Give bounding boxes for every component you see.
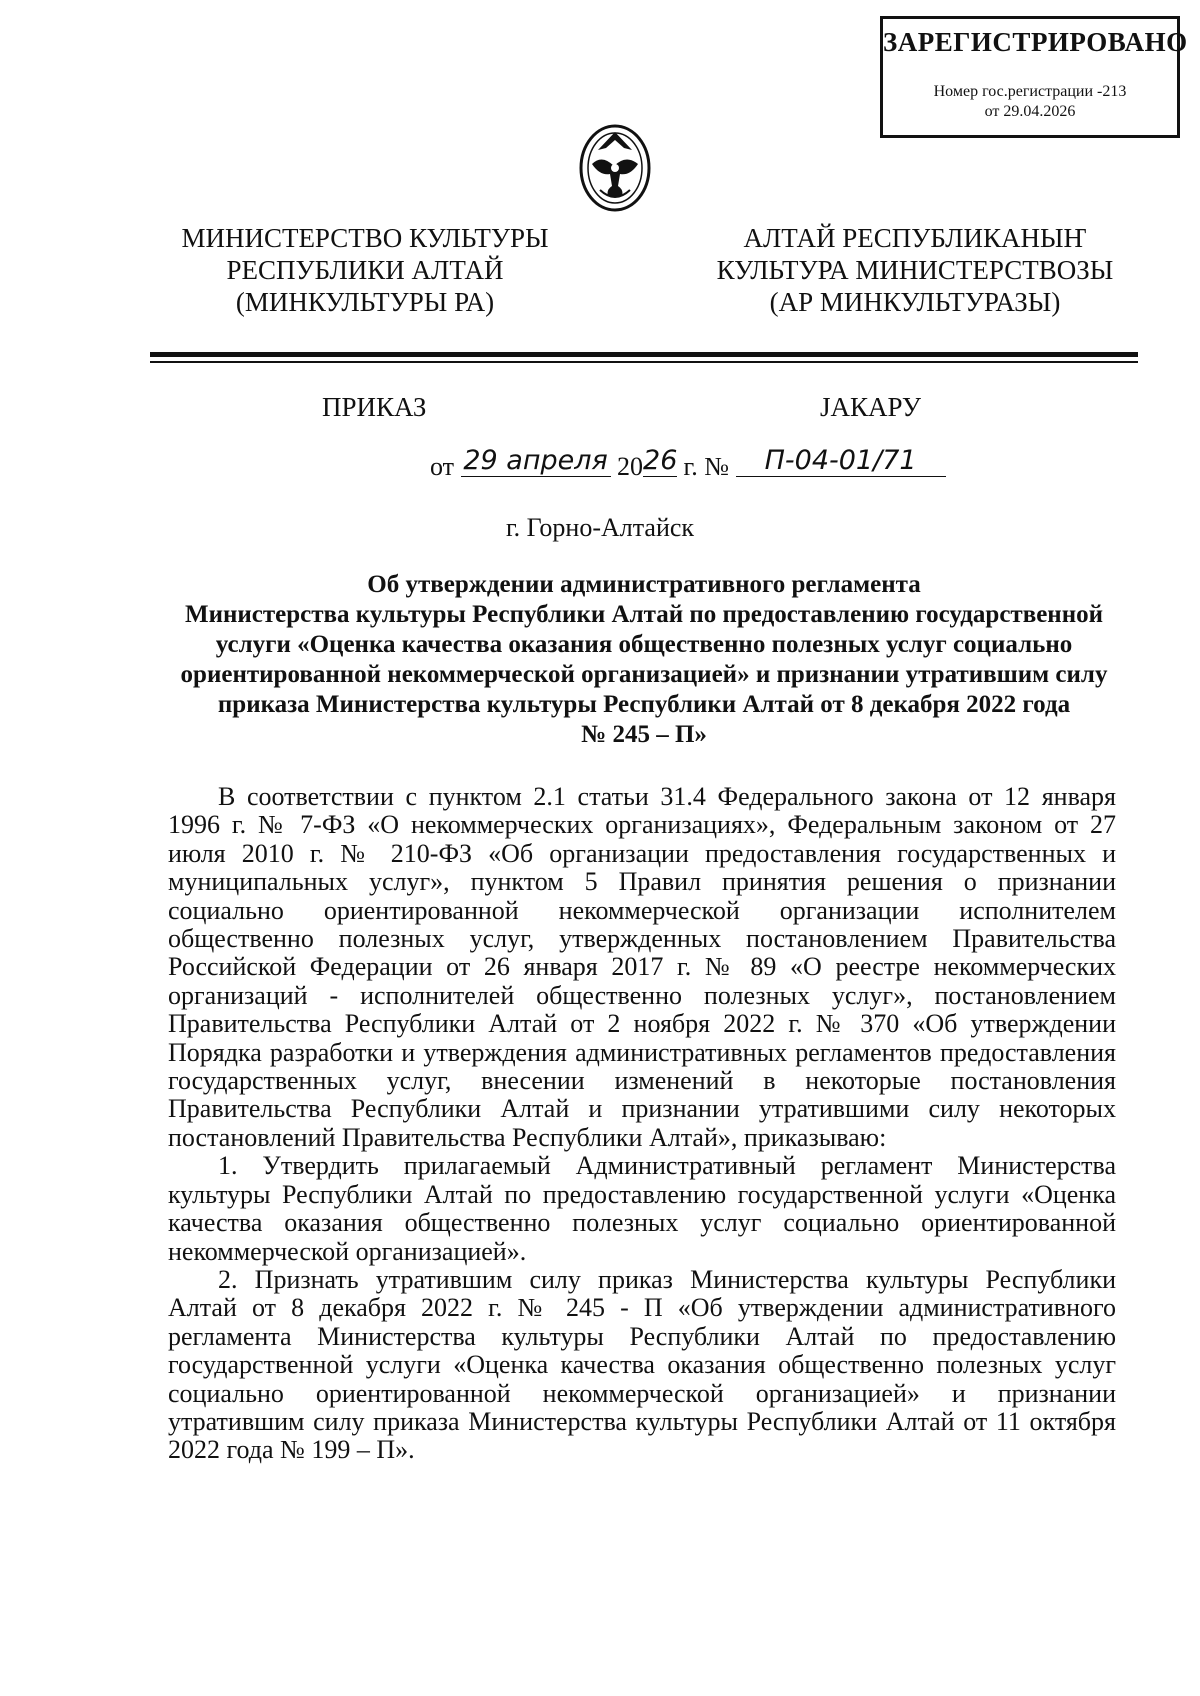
ministry-name-line: (МИНКУЛЬТУРЫ РА) — [235, 287, 495, 317]
title-line: № 245 – П» — [581, 721, 707, 748]
body-paragraph-preamble: В соответствии с пунктом 2.1 статьи 31.4 Федерального закона от 12 января 1996 г. № 7-ФЗ «О некоммерческих организациях», Федеральным законом от 27 июля 2010 г. № 210-ФЗ «Об организации предоставления государственных и муниципальных услуг», пунктом 5 Правил принятия решения о признании социально ориентированной некоммерческой организации исполнителем общественно полезных услуг, утвержденных постановлением Правительства Российской Федерации от 26 января 2017 г. № 89 «О реестре некоммерческих организаций - исполнителей общественно полезных услуг», постановлением Правительства Республики Алтай от 2 ноября 2022 г. № 370 «Об утверждении Порядка разработки и утверждения административных регламентов предоставления государственных услуг, внесении изменений в некоторые постановления Правительства Республики Алтай и признании утратившими силу некоторых постановлений Правительства Республики Алтай», приказываю: — [168, 782, 1116, 1152]
title-line: Об утверждении административного регламента — [367, 571, 921, 598]
ministry-name-line: МИНИСТЕРСТВО КУЛЬТУРЫ — [181, 223, 549, 253]
altai-republic-emblem-icon — [578, 120, 652, 212]
header-divider-thin — [150, 361, 1138, 363]
handwritten-year: 26 — [643, 445, 678, 476]
title-line: ориентированной некоммерческой организацией» и признании утратившим силу — [180, 661, 1108, 688]
year-label: г. № — [683, 452, 730, 481]
body-paragraph-item-2: 2. Признать утратившим силу приказ Министерства культуры Республики Алтай от 8 декабря 2022 г. № 245 - П «Об утверждении административного регламента Министерства культуры Республики Алтай по предоставлению государственной услуги «Оценка качества оказания общественно полезных услуг социально ориентированной некоммерческой организацией» и признании утратившим силу приказа Министерства культуры Республики Алтай от 11 октября 2022 года № 199 – П». — [168, 1264, 1116, 1465]
order-title — [150, 570, 1138, 750]
stamp-reg-date: от 29.04.2026 — [984, 103, 1076, 120]
ministry-name-line: (АР МИНКУЛЬТУРАЗЫ) — [769, 287, 1061, 317]
ministry-name-line: РЕСПУБЛИКИ АЛТАЙ — [226, 255, 504, 285]
header-divider-thick — [150, 352, 1138, 357]
stamp-title: ЗАРЕГИСТРИРОВАНО — [883, 27, 1188, 57]
city-line: г. Горно-Алтайск — [505, 513, 695, 542]
order-word-russian: ПРИКАЗ — [322, 392, 427, 422]
date-prefix: от — [430, 452, 455, 481]
stamp-reg-number: Номер гос.регистрации -213 — [933, 83, 1127, 100]
order-word-altai: ЈАКАРУ — [820, 392, 921, 422]
registration-stamp — [880, 16, 1188, 138]
ministry-name-line: КУЛЬТУРА МИНИСТЕРСТВОЗЫ — [716, 255, 1114, 285]
ministry-name-russian — [140, 222, 590, 318]
ministry-name-altai — [690, 222, 1140, 318]
year-prefix: 20 — [617, 452, 644, 481]
title-line: приказа Министерства культуры Республики Алтай от 8 декабря 2022 года — [217, 691, 1071, 718]
ministry-name-line: АЛТАЙ РЕСПУБЛИКАНЫҤ — [743, 223, 1087, 253]
order-body — [168, 783, 1116, 1465]
title-line: услуги «Оценка качества оказания общественно полезных услуг социально — [215, 631, 1073, 658]
body-paragraph-item-1: 1. Утвердить прилагаемый Административный регламент Министерства культуры Республики Алтай по предоставлению государственной услуги «Оценка качества оказания общественно полезных услуг социально ориентированной некоммерческой организацией». — [168, 1151, 1116, 1266]
order-dateline — [430, 445, 946, 483]
handwritten-order-number: П-04-01/71 — [736, 446, 946, 477]
handwritten-date: 29 апреля — [461, 446, 611, 477]
title-line: Министерства культуры Республики Алтай по предоставлению государственной — [184, 601, 1104, 628]
